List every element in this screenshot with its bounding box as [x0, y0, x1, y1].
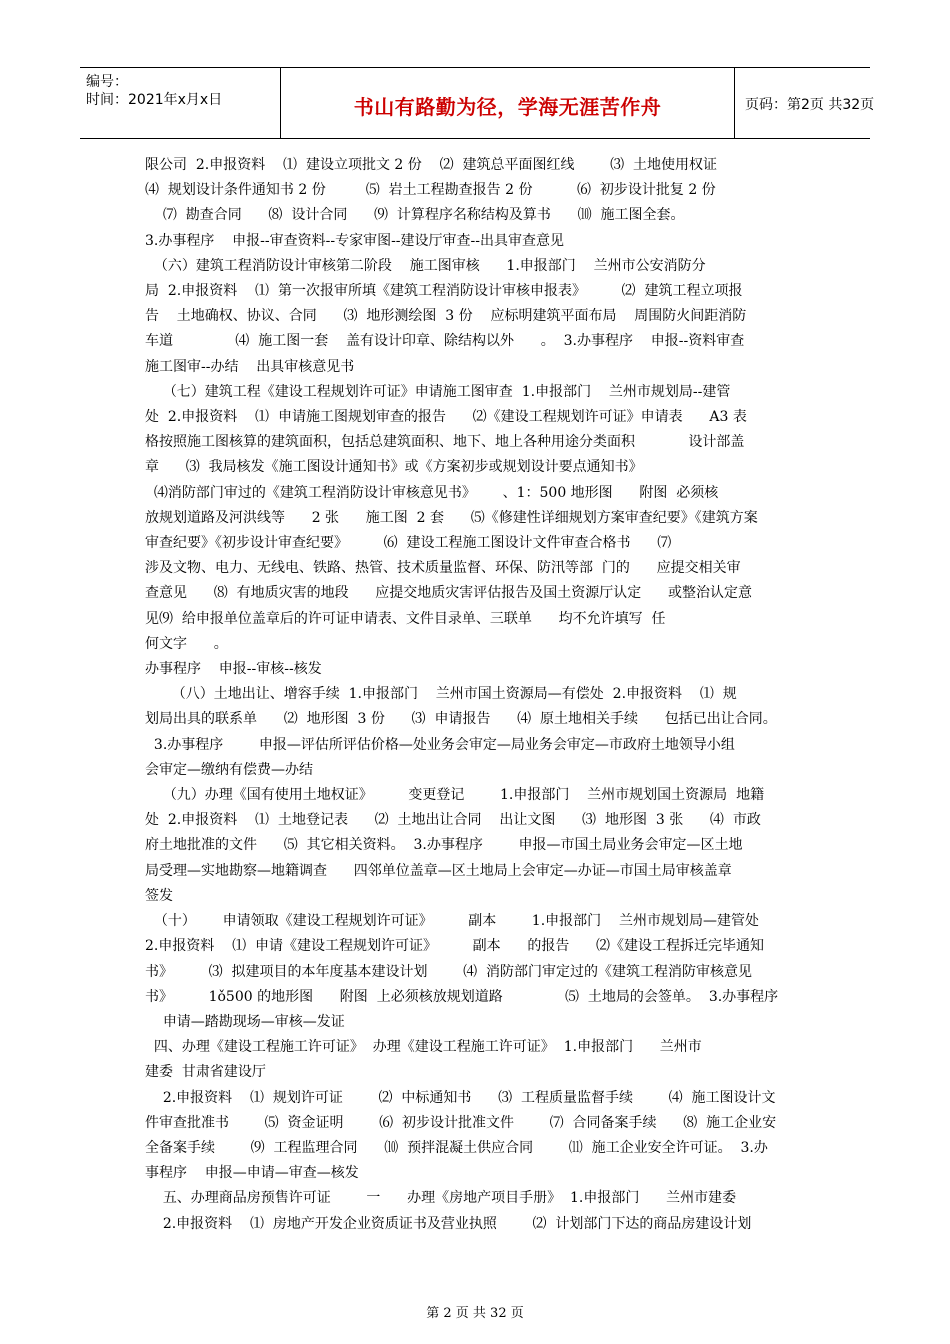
body-line: 书》 1ǒ500 的地形图 附图 上必须核放规划道路 ⑸ 土地局的会签单。 3.办事程序	[145, 988, 779, 1005]
body-line: 施工图审--办结 出具审核意见书	[145, 358, 355, 375]
body-line: 四、办理《建设工程施工许可证》 办理《建设工程施工许可证》 1.申报部门 兰州市	[145, 1039, 702, 1056]
body-line: 章 ⑶ 我局核发《施工图设计通知书》或《方案初步或规划设计要点通知书》	[145, 459, 643, 476]
body-line: 会审定—缴纳有偿费—办结	[145, 761, 313, 778]
body-line: 件审查批准书 ⑸ 资金证明 ⑹ 初步设计批准文件 ⑺ 合同备案手续 ⑻ 施工企业安	[145, 1114, 777, 1131]
body-line: 限公司 2.申报资料 ⑴ 建设立项批文 2 份 ⑵ 建筑总平面图红线 ⑶ 土地使用权证	[145, 157, 717, 173]
body-line: 查意见 ⑻ 有地质灾害的地段 应提交地质灾害评估报告及国土资源厅认定 或整治认定意	[145, 585, 753, 602]
header-page-cell	[735, 68, 875, 138]
header-page-info: 页码：第2页 共32页	[745, 97, 875, 113]
body-line: 3.办事程序 申报—评估所评估价格—处业务会审定—局业务会审定—市政府土地领导小组	[145, 736, 735, 753]
header-motto: 书山有路勤为径，学海无涯苦作舟	[353, 95, 662, 119]
body-line: 办事程序 申报--审核--核发	[145, 661, 322, 678]
body-line: 局受理—实地勘察—地籍调查 四邻单位盖章—区土地局上会审定—办证—市国土局审核盖章	[145, 862, 732, 879]
body-line: （八）土地出让、增容手续 1.申报部门 兰州市国土资源局—有偿处 2.申报资料 ⑴ 规	[145, 686, 737, 703]
body-line: ⑷ 规划设计条件通知书 2 份 ⑸ 岩土工程勘查报告 2 份 ⑹ 初步设计批复 2 份	[145, 182, 716, 199]
body-line: 审查纪要》《初步设计审查纪要》 ⑹ 建设工程施工图设计文件审查合格书 ⑺	[145, 535, 672, 552]
body-line: 见⑼ 给申报单位盖章后的许可证申请表、文件目录单、三联单 均不允许填写 任	[145, 610, 666, 627]
body-line: 全备案手续 ⑼ 工程监理合同 ⑽ 预拌混凝土供应合同 ⑾ 施工企业安全许可证。 3.办	[145, 1139, 768, 1156]
body-line: （九）办理《国有使用土地权证》 变更登记 1.申报部门 兰州市规划国土资源局 地籍	[145, 787, 765, 804]
body-line: 签发	[145, 887, 173, 904]
body-line: 3.办事程序 申报--审查资料--专家审图--建设厅审查--出具审查意见	[145, 232, 565, 249]
body-line: 局 2.申报资料 ⑴ 第一次报审所填《建筑工程消防设计审核申报表》 ⑵ 建筑工程立项报	[145, 283, 743, 300]
body-line: 事程序 申报—申请—审查—核发	[145, 1165, 359, 1182]
header-meta	[80, 68, 280, 138]
body-line: 五、办理商品房预售许可证 一 办理《房地产项目手册》 1.申报部门 兰州市建委	[145, 1190, 737, 1207]
body-line: 申请—踏勘现场—审核—发证	[145, 1013, 345, 1030]
body-line: 2.申报资料 ⑴ 房地产开发企业资质证书及营业执照 ⑵ 计划部门下达的商品房建设计划	[145, 1215, 752, 1232]
body-line: 何文字 。	[145, 635, 228, 652]
body-line: 书》 ⑶ 拟建项目的本年度基本建设计划 ⑷ 消防部门审定过的《建筑工程消防审核意见	[145, 963, 753, 980]
body-line: ⑺ 勘查合同 ⑻ 设计合同 ⑼ 计算程序名称结构及算书 ⑽ 施工图全套。	[145, 207, 685, 224]
body-line: （十） 申请领取《建设工程规划许可证》 副本 1.申报部门 兰州市规划局—建管处	[145, 913, 759, 930]
body-line: 府土地批准的文件 ⑸ 其它相关资料。 3.办事程序 申报—市国土局业务会审定—区土地	[145, 837, 743, 854]
body-line: ⑷消防部门审过的《建筑工程消防设计审核意见书》 、1：500 地形图 附图 必须核	[145, 484, 719, 501]
page-header	[80, 67, 875, 139]
body-line: 涉及文物、电力、无线电、铁路、热管、技术质量监督、环保、防汛等部 门的 应提交相关审	[145, 560, 741, 577]
document-number-label: 编号：	[86, 74, 128, 90]
body-line: 处 2.申报资料 ⑴ 申请施工图规划审查的报告 ⑵《建设工程规划许可证》申请表 A3 表	[145, 409, 747, 426]
body-line: 告 土地确权、协议、合同 ⑶ 地形测绘图 3 份 应标明建筑平面布局 周围防火间距消防	[145, 308, 747, 325]
body-line: 车道 ⑷ 施工图一套 盖有设计印章、除结构以外 。 3.办事程序 申报--资料审查	[145, 333, 745, 350]
body-line: 2.申报资料 ⑴ 申请《建设工程规划许可证》 副本 的报告 ⑵《建设工程拆迁完毕通知	[145, 938, 765, 955]
header-motto-cell	[280, 68, 735, 138]
body-line: 建委 甘肃省建设厅	[145, 1064, 266, 1081]
document-body	[145, 153, 812, 1237]
body-line: 放规划道路及河洪线等 2 张 施工图 2 套 ⑸《修建性详细规划方案审查纪要》《建筑方案	[145, 509, 758, 526]
document-date: 时间：2021年x月x日	[86, 92, 223, 108]
body-line: （七）建筑工程《建设工程规划许可证》申请施工图审查 1.申报部门 兰州市规划局--建管	[145, 383, 731, 400]
body-line: 2.申报资料 ⑴ 规划许可证 ⑵ 中标通知书 ⑶ 工程质量监督手续 ⑷ 施工图设计文	[145, 1089, 776, 1106]
body-line: （六）建筑工程消防设计审核第二阶段 施工图审核 1.申报部门 兰州市公安消防分	[145, 257, 706, 274]
body-line: 格按照施工图核算的建筑面积，包括总建筑面积、地下、地上各种用途分类面积 设计部盖	[145, 434, 745, 451]
body-line: 划局出具的联系单 ⑵ 地形图 3 份 ⑶ 申请报告 ⑷ 原土地相关手续 包括已出让合同。	[145, 711, 777, 728]
page-footer: 第 2 页 共 32 页	[426, 1306, 524, 1321]
body-line: 处 2.申报资料 ⑴ 土地登记表 ⑵ 土地出让合同 出让文图 ⑶ 地形图 3 张 ⑷ 市政	[145, 812, 761, 829]
